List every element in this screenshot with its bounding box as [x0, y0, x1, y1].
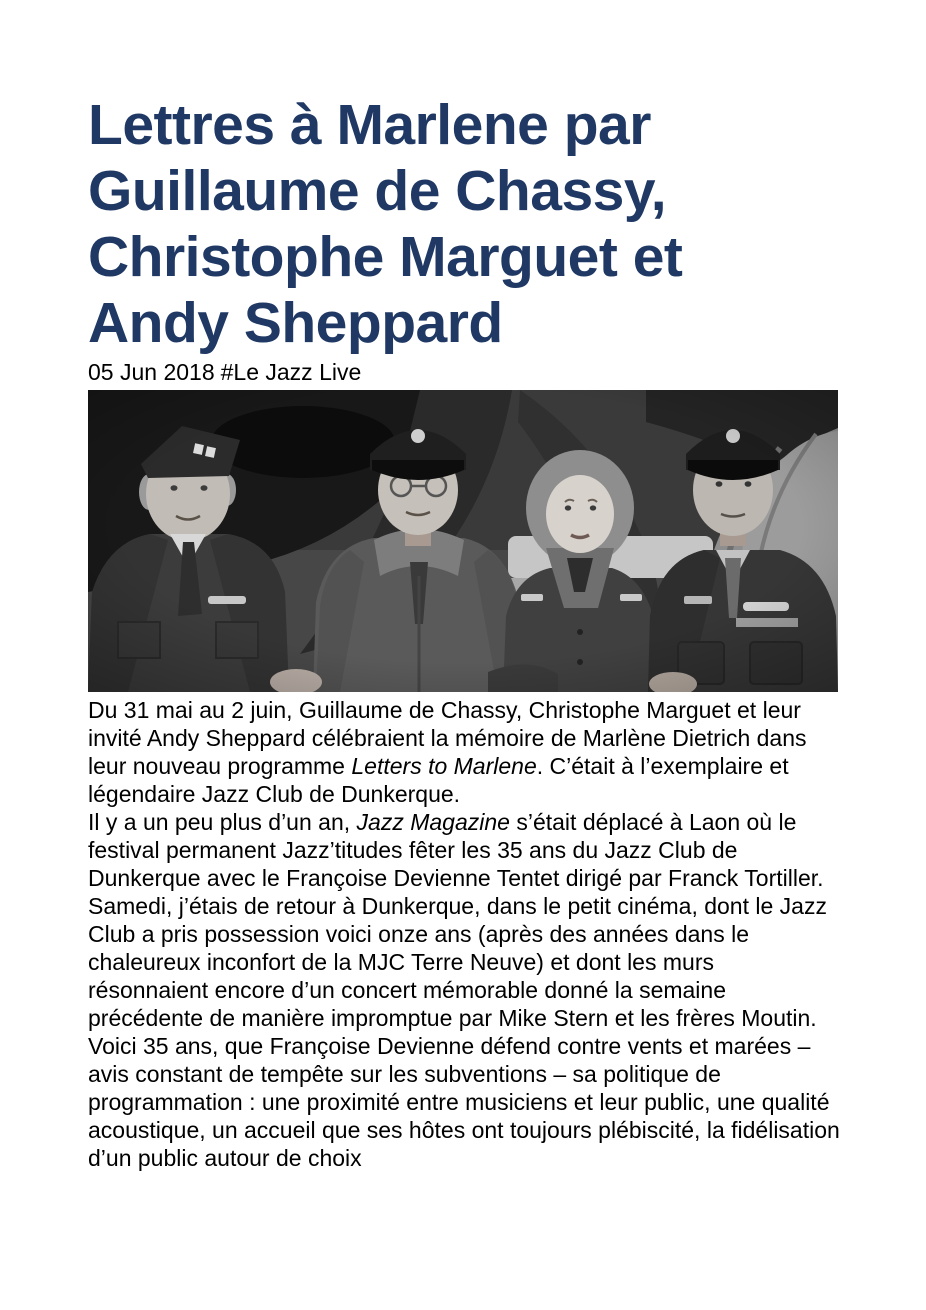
paragraph-italic-segment: Letters to Marlene — [351, 753, 537, 779]
paragraph-segment: Il y a un peu plus d’un an, — [88, 809, 357, 835]
article-paragraph — [88, 1032, 840, 1172]
title-line: Lettres à Marlene par — [88, 93, 651, 157]
article-tag: #Le Jazz Live — [220, 359, 362, 385]
paragraph-italic-segment: Jazz Magazine — [356, 809, 510, 835]
article-paragraph — [88, 808, 840, 1032]
title-line: Andy Sheppard — [88, 291, 503, 355]
title-line: Guillaume de Chassy, — [88, 159, 667, 223]
article-title — [88, 92, 838, 356]
article-photo — [88, 390, 838, 692]
paragraph-segment: Du 31 mai au 2 juin, Guillaume de Chassy, Christophe Marguet et leur invité Andy Sheppard célébraient la mémoire de Marlène Dietrich dans leur nouveau programme — [88, 697, 807, 779]
paragraph-segment: . C’était à l’exemplaire et légendaire Jazz Club de Dunkerque. — [88, 753, 789, 807]
paragraph-segment: Voici 35 ans, que Françoise Devienne défend contre vents et marées – avis constant de tempête sur les subventions – sa politique de programmation : une proximité entre musiciens et leur public, une qualité acoustique, un accueil que ses hôtes ont toujours plébiscité, la fidélisation d’un public autour de choix — [88, 1033, 840, 1171]
article-paragraph — [88, 696, 840, 808]
article-photo-image — [88, 390, 838, 692]
article-meta — [88, 358, 838, 386]
title-line: Christophe Marguet et — [88, 225, 683, 289]
article-body — [88, 696, 840, 1172]
paragraph-segment: s’était déplacé à Laon où le festival permanent Jazz’titudes fêter les 35 ans du Jazz Club de Dunkerque avec le Françoise Devienne Tentet dirigé par Franck Tortiller. Samedi, j’étais de retour à Dunkerque, dans le petit cinéma, dont le Jazz Club a pris possession voici onze ans (après des années dans le chaleureux inconfort de la MJC Terre Neuve) et dont les murs résonnaient encore d’un concert mémorable donné la semaine précédente de manière impromptue par Mike Stern et les frères Moutin. — [88, 809, 827, 1031]
article-date: 05 Jun 2018 — [88, 359, 215, 385]
